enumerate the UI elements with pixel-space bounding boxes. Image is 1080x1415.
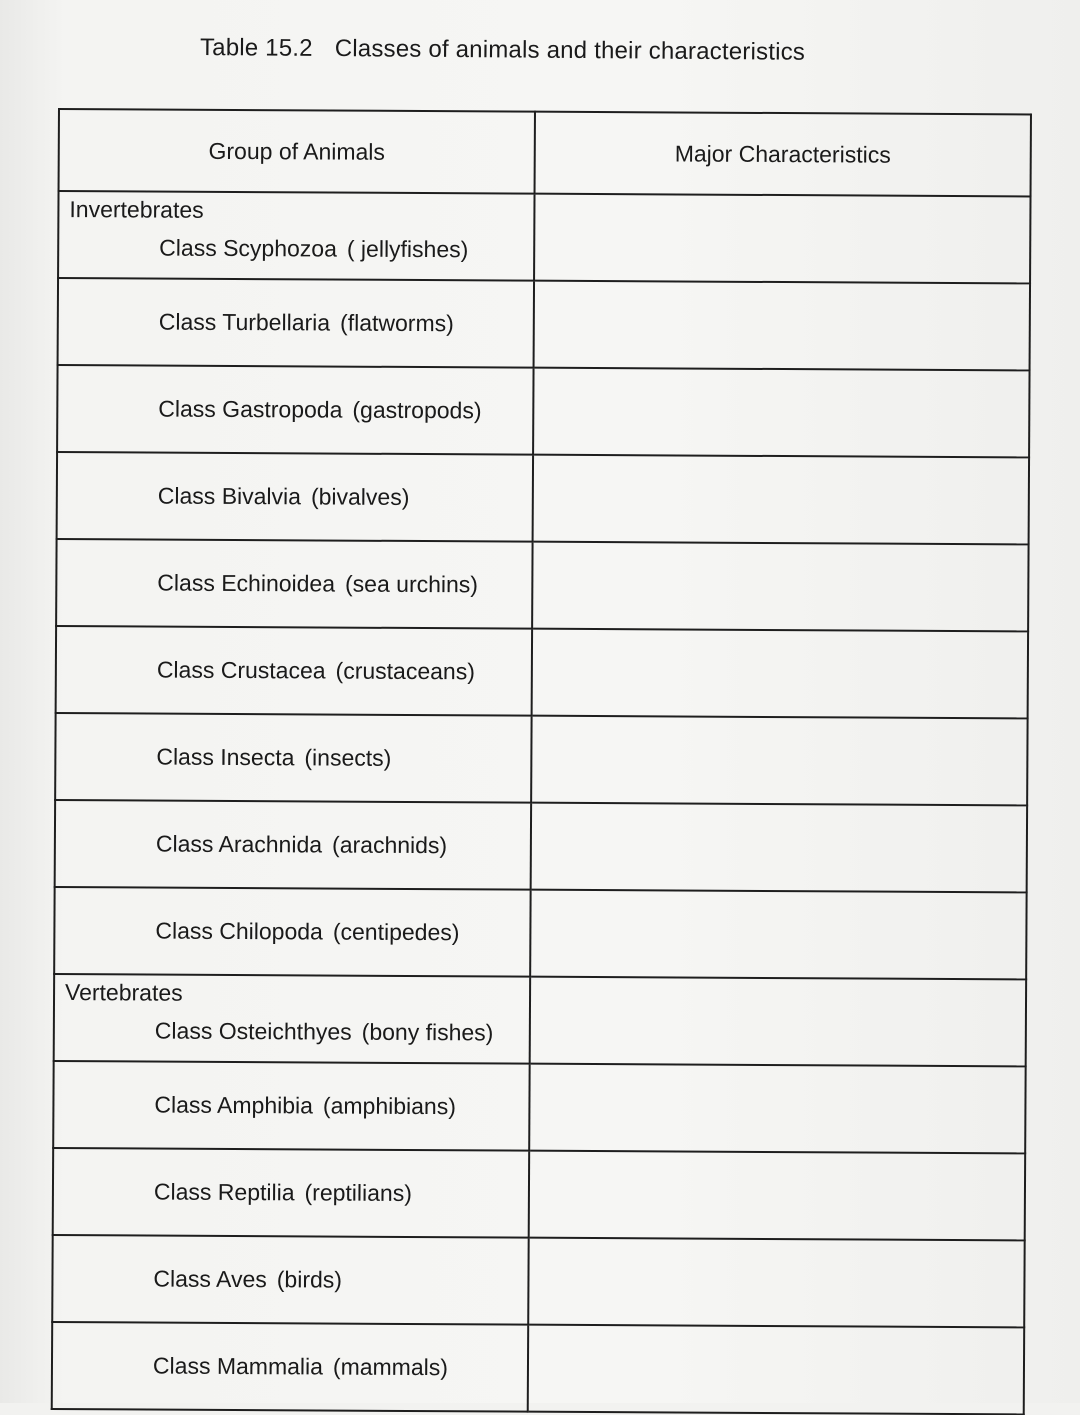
- class-entry: [56, 743, 530, 773]
- animal-group-cell: [54, 887, 530, 977]
- table-row: [52, 1235, 1024, 1327]
- class-name: Class Scyphozoa: [159, 234, 337, 262]
- common-name: (sea urchins): [344, 570, 479, 598]
- table-row: [57, 452, 1029, 544]
- characteristics-cell[interactable]: [534, 194, 1030, 284]
- class-entry: [53, 1265, 527, 1295]
- animal-classes-table: [51, 108, 1032, 1415]
- characteristics-cell[interactable]: [533, 368, 1029, 458]
- animal-group-cell: [52, 1322, 528, 1412]
- table-row: [53, 1148, 1025, 1240]
- table-caption: [200, 34, 805, 67]
- table-row: [56, 626, 1028, 718]
- animal-group-cell: [58, 191, 534, 281]
- table-row: [55, 800, 1027, 892]
- common-name: (birds): [276, 1266, 343, 1293]
- common-name: (mammals): [332, 1353, 449, 1381]
- table-row: [55, 713, 1027, 805]
- class-name: Class Mammalia: [152, 1352, 324, 1380]
- class-name: Class Chilopoda: [155, 917, 323, 945]
- class-entry: [57, 569, 531, 599]
- characteristics-cell[interactable]: [532, 629, 1028, 719]
- common-name: ( jellyfishes): [346, 235, 469, 263]
- table-title: Classes of animals and their characteristics: [334, 35, 806, 66]
- class-name: Class Osteichthyes: [154, 1017, 352, 1045]
- class-name: Class Turbellaria: [158, 308, 331, 336]
- characteristics-cell[interactable]: [531, 803, 1027, 893]
- class-name: Class Reptilia: [153, 1178, 295, 1206]
- class-entry: [53, 1352, 527, 1382]
- class-entry: [58, 395, 532, 425]
- class-name: Class Insecta: [156, 743, 295, 771]
- characteristics-cell[interactable]: [530, 977, 1026, 1067]
- table-row: [53, 1061, 1025, 1153]
- table-row: [54, 974, 1026, 1066]
- animal-group-cell: [55, 800, 531, 890]
- class-entry: [56, 830, 530, 860]
- class-name: Class Arachnida: [155, 830, 323, 858]
- table-number: Table 15.2: [199, 34, 313, 62]
- class-name: Class Amphibia: [154, 1091, 314, 1119]
- characteristics-cell[interactable]: [529, 1064, 1025, 1154]
- common-name: (bony fishes): [361, 1018, 494, 1046]
- header-row: [59, 109, 1031, 196]
- class-entry: [58, 482, 532, 512]
- group-label: Vertebrates: [64, 979, 183, 1006]
- animal-group-cell: [57, 452, 533, 542]
- characteristics-cell[interactable]: [529, 1151, 1025, 1241]
- table-row: [52, 1322, 1024, 1414]
- common-name: (reptilians): [304, 1179, 413, 1206]
- class-name: Class Bivalvia: [157, 482, 302, 510]
- common-name: (crustaceans): [335, 657, 475, 685]
- class-entry: [54, 1178, 528, 1208]
- characteristics-cell[interactable]: [528, 1325, 1024, 1415]
- class-entry: [59, 308, 533, 338]
- class-name: Class Aves: [153, 1265, 267, 1293]
- table-row: [54, 887, 1026, 979]
- class-name: Class Echinoidea: [157, 569, 336, 597]
- header-major-characteristics: Major Characteristics: [535, 112, 1031, 197]
- class-name: Class Crustacea: [156, 656, 326, 684]
- animal-group-cell: [53, 1148, 529, 1238]
- characteristics-cell[interactable]: [530, 890, 1026, 980]
- common-name: (insects): [304, 744, 392, 771]
- table-row: [58, 278, 1030, 370]
- class-name: Class Gastropoda: [158, 395, 343, 423]
- class-entry: [54, 1091, 528, 1121]
- common-name: (flatworms): [340, 309, 454, 337]
- characteristics-cell[interactable]: [528, 1238, 1024, 1328]
- characteristics-cell[interactable]: [532, 542, 1028, 632]
- animal-group-cell: [54, 974, 530, 1064]
- characteristics-cell[interactable]: [531, 716, 1027, 806]
- animal-group-cell: [55, 713, 531, 803]
- animal-group-cell: [56, 626, 532, 716]
- class-entry: [55, 917, 529, 947]
- animal-group-cell: [57, 365, 533, 455]
- table-row: [56, 539, 1028, 631]
- table-row: [58, 191, 1030, 283]
- class-entry: [57, 656, 531, 686]
- common-name: (centipedes): [332, 918, 460, 946]
- group-label: Invertebrates: [69, 196, 204, 223]
- common-name: (bivalves): [310, 483, 410, 510]
- characteristics-cell[interactable]: [534, 281, 1030, 371]
- animal-group-cell: [53, 1061, 529, 1151]
- common-name: (gastropods): [352, 396, 482, 424]
- animal-group-cell: [58, 278, 534, 368]
- animal-classes-table-container: [51, 108, 1030, 1401]
- common-name: (amphibians): [322, 1092, 456, 1120]
- header-group-of-animals: Group of Animals: [59, 109, 535, 194]
- common-name: (arachnids): [332, 831, 448, 859]
- animal-group-cell: [52, 1235, 528, 1325]
- table-row: [57, 365, 1029, 457]
- characteristics-cell[interactable]: [533, 455, 1029, 545]
- animal-group-cell: [56, 539, 532, 629]
